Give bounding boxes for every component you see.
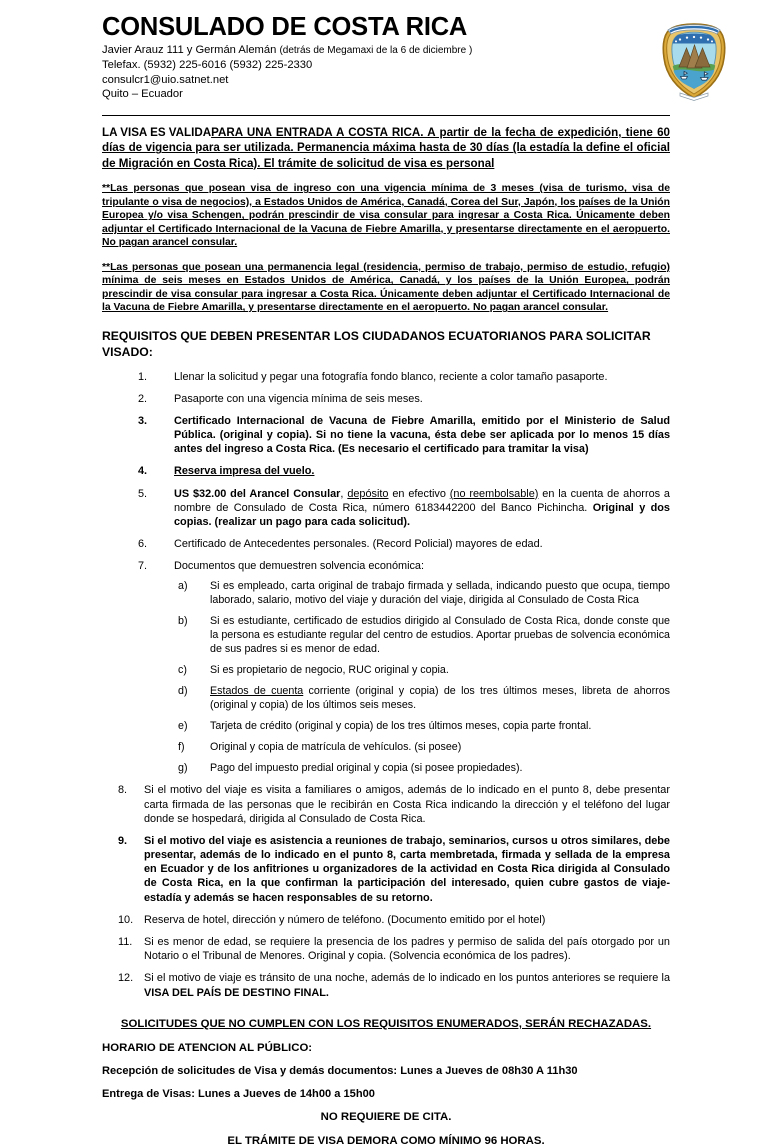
- processing-time-notice: EL TRÁMITE DE VISA DEMORA COMO MÍNIMO 96 HORAS.: [227, 1134, 545, 1147]
- sub-letter: g): [178, 761, 188, 774]
- requirement-number: 10.: [118, 913, 134, 926]
- requirement-text: Documentos que demuestren solvencia económica:: [174, 560, 425, 573]
- requirement-text: Certificado Internacional de Vacuna de Fiebre Amarilla, emitido por el Ministerio de Salud Pública. (original y copia). Si no tiene la vacuna, ésta debe ser aplicada por lo menos 15 días antes del ingreso a Costa Rica. (Es necesario el certificado para tramitar la visa): [174, 414, 670, 456]
- email-line: consulcr1@uio.satnet.net: [102, 73, 229, 86]
- sub-text: Original y copia de matrícula de vehículos. (si posee): [210, 740, 462, 753]
- solvency-sublist: [174, 580, 670, 775]
- city-line: Quito – Ecuador: [102, 88, 183, 101]
- requirement-item-1: [102, 370, 670, 384]
- page-title: CONSULADO DE COSTA RICA: [102, 13, 468, 41]
- requirement-item-12: [102, 971, 670, 999]
- reception-hours: Recepción de solicitudes de Visa y demás documentos: Lunes a Jueves de 08h30 A 11h30: [102, 1064, 578, 1077]
- requirement-number: 4.: [138, 465, 148, 478]
- requirement-text: Si el motivo del viaje es visita a familiares o amigos, además de lo indicado en el punto 8, debe presentar carta firmada de las personas que le recibirán en Costa Rica indicando la dirección y el teléfono del lugar donde se hospedará, dirigida al Consulado de Costa Rica.: [144, 784, 670, 825]
- solvency-item-a: [174, 580, 670, 608]
- requirement-text: Reserva de hotel, dirección y número de teléfono. (Documento emitido por el hotel): [144, 913, 546, 926]
- sub-letter: b): [178, 615, 188, 628]
- requirement-item-5: [102, 487, 670, 530]
- solvency-item-e: [174, 720, 670, 734]
- requirement-item-7: [102, 559, 670, 775]
- sub-letter: a): [178, 580, 188, 593]
- requirement-number: 11.: [118, 935, 133, 948]
- header-divider: [102, 115, 670, 116]
- requirement-number: 9.: [118, 834, 128, 847]
- solvency-item-f: [174, 741, 670, 755]
- no-appointment-notice: NO REQUIERE DE CITA.: [320, 1110, 452, 1123]
- sub-letter: c): [178, 664, 187, 676]
- requirements-list: [102, 370, 670, 1000]
- sub-text: Si es empleado, carta original de trabajo firmada y sellada, indicando puesto que ocupa, tiempo laborado, salario, motivo del viaje y duración del viaje, dirigida al Consulado de Costa Rica: [210, 580, 670, 607]
- solvency-item-d: [174, 685, 670, 713]
- solvency-item-c: [174, 664, 670, 678]
- requirement-number: 6.: [138, 538, 148, 551]
- costa-rica-coat-of-arms-icon: [656, 14, 732, 106]
- document-header: [102, 14, 670, 106]
- sub-text: Tarjeta de crédito (original y copia) de los tres últimos meses, copia parte frontal.: [210, 719, 592, 732]
- requirement-item-8: [102, 783, 670, 826]
- address-landmark: (detrás de Megamaxi de la 6 de diciembre ): [279, 45, 473, 57]
- requirement-number: 5.: [138, 487, 148, 500]
- sub-text: Pago del impuesto predial original y copia (si posee propiedades).: [210, 761, 523, 774]
- requirement-item-9: [102, 834, 670, 905]
- requirement-text: Pasaporte con una vigencia mínima de seis meses.: [174, 392, 423, 405]
- requirement-text: Llenar la solicitud y pegar una fotografía fondo blanco, reciente a color tamaño pasaporte.: [174, 370, 608, 383]
- rejection-notice: SOLICITUDES QUE NO CUMPLEN CON LOS REQUISITOS ENUMERADOS, SERÁN RECHAZADAS.: [120, 1017, 652, 1030]
- visa-validity-lead: LA VISA ES VALIDA: [102, 126, 212, 139]
- sub-text: Si es propietario de negocio, RUC original y copia.: [210, 664, 449, 676]
- requirement-text: Certificado de Antecedentes personales. (Record Policial) mayores de edad.: [174, 538, 543, 551]
- exemption-paragraph-1: **Las personas que posean visa de ingreso con una vigencia mínima de 3 meses (visa de turismo, visa de tripulante o visa de negocios), a Estados Unidos de América, Canadá, Corea del Sur, Japón, los países de la Unión Europea y/o visa Schengen, podrán prescindir de visa consular para ingresar a Costa Rica. Únicamente deben adjuntar el Certificado Internacional de la Vacuna de Fiebre Amarilla, y presentarse directamente en el aeropuerto. No pagan arancel consular.: [102, 183, 670, 249]
- requirement-text: US $32.00 del Arancel Consular, depósito en efectivo (no reembolsable) en la cuenta de ahorros a nombre de Consulado de Costa Rica, número 6183442200 del Banco Pichincha. Original y dos copias. (realizar un pago para cada solicitud).: [174, 487, 670, 528]
- requirements-title: REQUISITOS QUE DEBEN PRESENTAR LOS CIUDADANOS ECUATORIANOS PARA SOLICITAR VISADO:: [102, 328, 651, 359]
- address-line: [102, 43, 670, 58]
- exemption-paragraph-2: **Las personas que posean una permanencia legal (residencia, permiso de trabajo, permiso de estudio, refugio) mínima de seis meses en Estados Unidos de América, Canadá, y los países de la Unión Europea, podrán prescindir de visa consular para ingresar a Costa Rica. Únicamente deben adjuntar el Certificado Internacional de la Vacuna de Fiebre Amarilla, y presentarse directamente en el aeropuerto. No pagan arancel consular.: [102, 261, 670, 314]
- requirement-number: 8.: [118, 784, 128, 797]
- requirement-number: 2.: [138, 392, 148, 405]
- requirement-item-6: [102, 537, 670, 551]
- requirement-text: Si el motivo de viaje es tránsito de una noche, además de lo indicado en los puntos anteriores se requiere la VISA DEL PAÍS DE DESTINO FINAL.: [144, 972, 670, 999]
- requirement-number: 1.: [138, 370, 148, 383]
- requirement-number: 3.: [138, 414, 148, 427]
- requirement-item-4: [102, 464, 670, 478]
- sub-letter: e): [178, 719, 188, 732]
- sub-letter: d): [178, 684, 188, 697]
- requirement-number: 7.: [138, 560, 148, 573]
- requirement-text: Si el motivo del viaje es asistencia a reuniones de trabajo, seminarios, cursos u otros similares, debe presentar, además de lo indicado en el punto 8, carta membretada, firmada y sellada de la empresa en Ecuador y de los anfitriones u organizadores de la actividad en Costa Rica dirigida al Consulado de Costa Rica, en la que confirman la participación del interesado, quien cubre gastos de viaje-estadía y además se hacen responsables de su retorno.: [144, 834, 670, 904]
- requirement-text: Si es menor de edad, se requiere la presencia de los padres y permiso de salida del país otorgado por un Notario o el Tribunal de Menores. Original y copia. (Solvencia económica de los padres).: [144, 935, 670, 963]
- visa-validity-paragraph: [102, 125, 670, 171]
- requirement-item-10: [102, 913, 670, 927]
- telefax-line: Telefax. (5932) 225-6016 (5932) 225-2330: [102, 58, 313, 71]
- requirement-item-2: [102, 392, 670, 406]
- requirement-text: Reserva impresa del vuelo.: [174, 465, 315, 478]
- delivery-hours: Entrega de Visas: Lunes a Jueves de 14h00 a 15h00: [102, 1087, 375, 1100]
- requirement-number: 12.: [118, 972, 134, 985]
- requirement-item-11: [102, 935, 670, 963]
- visa-validity-body: PARA UNA ENTRADA A COSTA RICA. A partir de la fecha de expedición, tiene 60 días de vigencia para ser utilizada. Permanencia máxima hasta de 30 días (la estadía la define el oficial de Migración en Costa Rica). El trámite de solicitud de visa es personal: [102, 126, 670, 170]
- address-street: Javier Arauz 111 y Germán Alemán: [102, 44, 277, 57]
- sub-letter: f): [178, 740, 185, 753]
- hours-heading: HORARIO DE ATENCION AL PÚBLICO:: [102, 1041, 313, 1054]
- sub-text: Si es estudiante, certificado de estudios dirigido al Consulado de Costa Rica, donde conste que la persona es estudiante regular del centro de estudios. Aportar pruebas de solvencia económica de sus padres si es menor de edad.: [210, 615, 670, 656]
- solvency-item-g: [174, 762, 670, 776]
- requirement-item-3: [102, 414, 670, 457]
- solvency-item-b: [174, 615, 670, 657]
- sub-text: Estados de cuenta corriente (original y copia) de los tres últimos meses, libreta de ahorros (original y copia) de los últimos seis meses.: [210, 684, 670, 711]
